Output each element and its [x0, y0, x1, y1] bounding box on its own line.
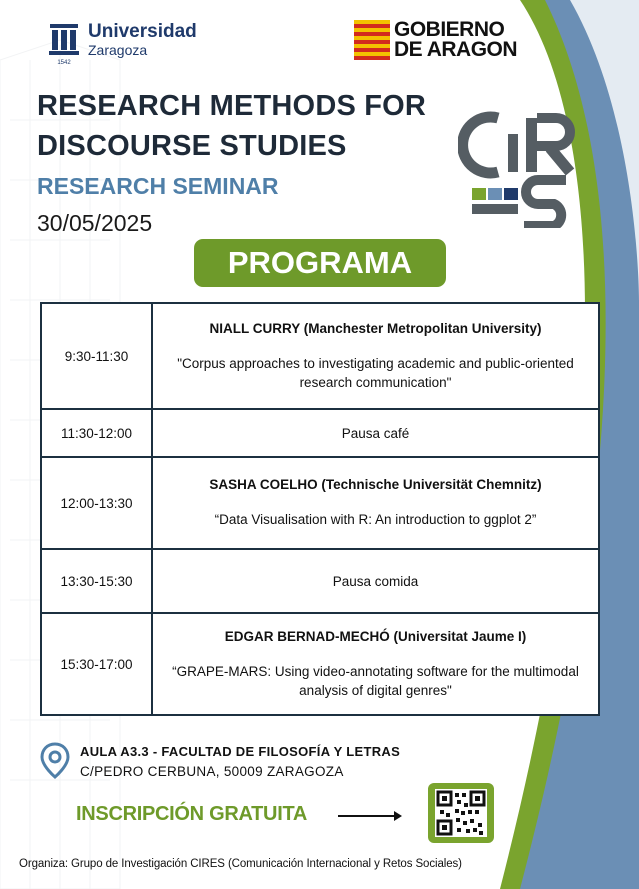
- university-logo: [46, 22, 196, 68]
- event-title-line2: DISCOURSE STUDIES: [37, 130, 347, 162]
- university-name: Universidad: [88, 21, 197, 42]
- schedule-time: 12:00-13:30: [41, 457, 152, 549]
- event-date: 30/05/2025: [37, 210, 153, 236]
- cires-logo: [458, 110, 580, 228]
- registration-label: INSCRIPCIÓN GRATUITA: [76, 803, 308, 825]
- talk-title: “GRAPE-MARS: Using video-annotating software for the multimodal analysis of digital genres": [172, 663, 579, 698]
- schedule-break: Pausa comida: [152, 549, 599, 613]
- speaker-name: NIALL CURRY (Manchester Metropolitan University): [209, 320, 542, 336]
- schedule-time: 15:30-17:00: [41, 613, 152, 715]
- schedule-time: 11:30-12:00: [41, 409, 152, 457]
- schedule-row: [41, 549, 599, 613]
- schedule-time: 13:30-15:30: [41, 549, 152, 613]
- venue-address: C/PEDRO CERBUNA, 50009 ZARAGOZA: [80, 764, 344, 779]
- schedule-session: [152, 613, 599, 715]
- programa-banner: PROGRAMA: [194, 239, 446, 287]
- schedule-row: [41, 613, 599, 715]
- schedule-row: [41, 303, 599, 409]
- arrow-right-icon: [338, 809, 404, 823]
- venue-room: AULA A3.3 - FACULTAD DE FILOSOFÍA Y LETRAS: [80, 744, 401, 759]
- event-subtitle: RESEARCH SEMINAR: [37, 173, 279, 199]
- schedule-row: [41, 457, 599, 549]
- qr-code-icon[interactable]: [428, 783, 494, 843]
- organizer-footer: Organiza: Grupo de Investigación CIRES (Comunicación Internacional y Retos Sociales): [19, 858, 462, 870]
- government-line2: DE ARAGON: [394, 38, 518, 61]
- university-year: 1542: [57, 60, 71, 66]
- schedule-session: [152, 457, 599, 549]
- aragon-flag-icon: [354, 20, 390, 60]
- event-title-line1: RESEARCH METHODS FOR: [37, 90, 427, 122]
- talk-title: "Corpus approaches to investigating academic and public-oriented research communication": [177, 355, 574, 390]
- schedule-table: [40, 302, 600, 716]
- talk-title: “Data Visualisation with R: An introduction to ggplot 2”: [214, 512, 537, 527]
- schedule-time: 9:30-11:30: [41, 303, 152, 409]
- schedule-break: Pausa café: [152, 409, 599, 457]
- government-logo: [354, 20, 534, 62]
- event-title: [37, 86, 457, 166]
- schedule-row: [41, 409, 599, 457]
- university-crest-icon: [46, 22, 82, 66]
- speaker-name: SASHA COELHO (Technische Universität Chemnitz): [209, 477, 542, 492]
- schedule-session: [152, 303, 599, 409]
- university-city: Zaragoza: [88, 42, 148, 58]
- speaker-name: EDGAR BERNAD-MECHÓ (Universitat Jaume I): [224, 628, 527, 644]
- government-line1: GOBIERNO: [394, 18, 505, 41]
- location-pin-icon: [40, 742, 70, 780]
